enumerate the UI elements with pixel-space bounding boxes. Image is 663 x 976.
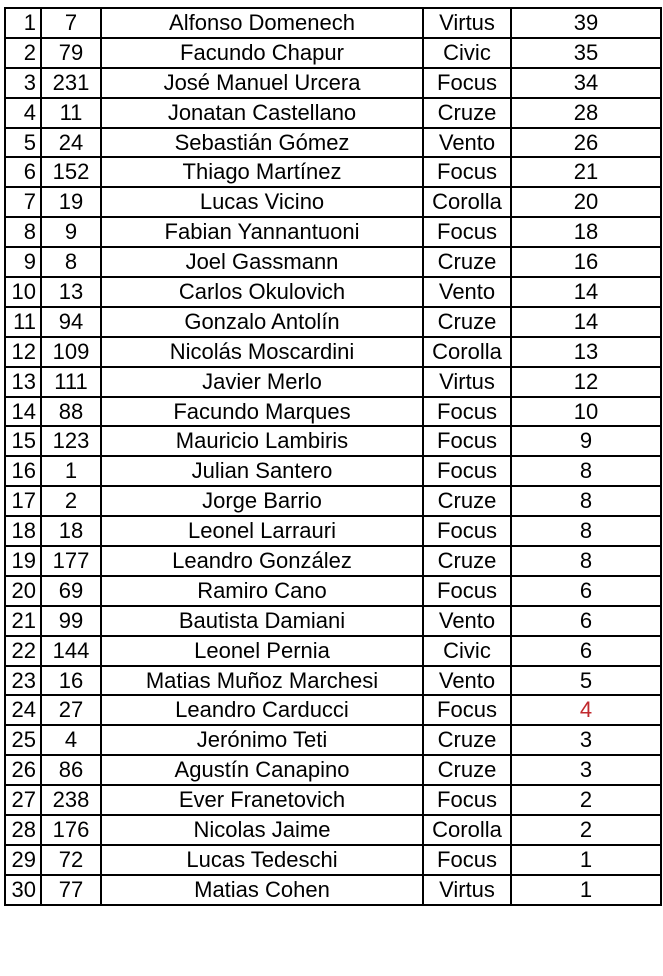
- driver-name-cell: Fabian Yannantuoni: [101, 217, 423, 247]
- points-cell: 12: [511, 367, 661, 397]
- points-cell: 10: [511, 397, 661, 427]
- points-cell: 8: [511, 486, 661, 516]
- table-row: [5, 456, 661, 486]
- points-cell: 20: [511, 187, 661, 217]
- table-row: [5, 8, 661, 38]
- position-cell: 8: [5, 217, 41, 247]
- driver-name-cell: Matias Cohen: [101, 875, 423, 905]
- position-cell: 16: [5, 456, 41, 486]
- car-model-cell: Cruze: [423, 755, 511, 785]
- position-cell: 9: [5, 247, 41, 277]
- car-model-cell: Focus: [423, 426, 511, 456]
- driver-name-cell: Bautista Damiani: [101, 606, 423, 636]
- car-model-cell: Cruze: [423, 307, 511, 337]
- car-number-cell: 1: [41, 456, 101, 486]
- points-cell: 3: [511, 725, 661, 755]
- car-model-cell: Cruze: [423, 247, 511, 277]
- table-row: [5, 217, 661, 247]
- table-row: [5, 725, 661, 755]
- position-cell: 23: [5, 666, 41, 696]
- points-cell: 35: [511, 38, 661, 68]
- car-model-cell: Focus: [423, 68, 511, 98]
- car-number-cell: 176: [41, 815, 101, 845]
- car-model-cell: Focus: [423, 695, 511, 725]
- car-number-cell: 24: [41, 128, 101, 158]
- position-cell: 14: [5, 397, 41, 427]
- car-number-cell: 69: [41, 576, 101, 606]
- points-cell: 6: [511, 636, 661, 666]
- points-cell: 18: [511, 217, 661, 247]
- driver-name-cell: Javier Merlo: [101, 367, 423, 397]
- table-row: [5, 68, 661, 98]
- driver-name-cell: Matias Muñoz Marchesi: [101, 666, 423, 696]
- car-model-cell: Vento: [423, 277, 511, 307]
- car-model-cell: Cruze: [423, 725, 511, 755]
- points-cell: 9: [511, 426, 661, 456]
- driver-name-cell: Jerónimo Teti: [101, 725, 423, 755]
- points-cell: 34: [511, 68, 661, 98]
- driver-name-cell: Joel Gassmann: [101, 247, 423, 277]
- car-model-cell: Virtus: [423, 367, 511, 397]
- points-cell: 2: [511, 785, 661, 815]
- car-number-cell: 88: [41, 397, 101, 427]
- car-number-cell: 9: [41, 217, 101, 247]
- position-cell: 1: [5, 8, 41, 38]
- position-cell: 17: [5, 486, 41, 516]
- car-number-cell: 19: [41, 187, 101, 217]
- table-row: [5, 666, 661, 696]
- car-model-cell: Focus: [423, 845, 511, 875]
- points-cell: 1: [511, 875, 661, 905]
- driver-name-cell: Lucas Vicino: [101, 187, 423, 217]
- car-number-cell: 79: [41, 38, 101, 68]
- position-cell: 4: [5, 98, 41, 128]
- table-row: [5, 128, 661, 158]
- car-number-cell: 18: [41, 516, 101, 546]
- position-cell: 19: [5, 546, 41, 576]
- table-row: [5, 247, 661, 277]
- position-cell: 27: [5, 785, 41, 815]
- position-cell: 28: [5, 815, 41, 845]
- car-model-cell: Corolla: [423, 815, 511, 845]
- position-cell: 26: [5, 755, 41, 785]
- driver-name-cell: Leandro González: [101, 546, 423, 576]
- points-cell: 14: [511, 307, 661, 337]
- driver-name-cell: Sebastián Gómez: [101, 128, 423, 158]
- car-number-cell: 86: [41, 755, 101, 785]
- car-model-cell: Vento: [423, 128, 511, 158]
- position-cell: 6: [5, 157, 41, 187]
- table-row: [5, 516, 661, 546]
- position-cell: 30: [5, 875, 41, 905]
- points-cell: 2: [511, 815, 661, 845]
- car-number-cell: 144: [41, 636, 101, 666]
- position-cell: 18: [5, 516, 41, 546]
- car-number-cell: 99: [41, 606, 101, 636]
- table-row: [5, 307, 661, 337]
- car-model-cell: Focus: [423, 217, 511, 247]
- car-number-cell: 11: [41, 98, 101, 128]
- position-cell: 21: [5, 606, 41, 636]
- car-model-cell: Corolla: [423, 337, 511, 367]
- car-model-cell: Focus: [423, 785, 511, 815]
- position-cell: 29: [5, 845, 41, 875]
- driver-name-cell: Nicolás Moscardini: [101, 337, 423, 367]
- table-row: [5, 486, 661, 516]
- table-row: [5, 337, 661, 367]
- car-model-cell: Focus: [423, 516, 511, 546]
- table-row: [5, 157, 661, 187]
- car-number-cell: 111: [41, 367, 101, 397]
- driver-name-cell: Julian Santero: [101, 456, 423, 486]
- car-number-cell: 77: [41, 875, 101, 905]
- driver-name-cell: Leonel Larrauri: [101, 516, 423, 546]
- position-cell: 22: [5, 636, 41, 666]
- car-model-cell: Focus: [423, 456, 511, 486]
- points-cell: 39: [511, 8, 661, 38]
- driver-name-cell: José Manuel Urcera: [101, 68, 423, 98]
- table-row: [5, 845, 661, 875]
- points-cell: 28: [511, 98, 661, 128]
- driver-name-cell: Ramiro Cano: [101, 576, 423, 606]
- table-row: [5, 546, 661, 576]
- table-row: [5, 277, 661, 307]
- points-cell: 8: [511, 546, 661, 576]
- car-number-cell: 7: [41, 8, 101, 38]
- car-model-cell: Vento: [423, 606, 511, 636]
- position-cell: 11: [5, 307, 41, 337]
- table-row: [5, 187, 661, 217]
- car-model-cell: Focus: [423, 576, 511, 606]
- points-cell: 13: [511, 337, 661, 367]
- position-cell: 12: [5, 337, 41, 367]
- position-cell: 7: [5, 187, 41, 217]
- car-number-cell: 4: [41, 725, 101, 755]
- car-number-cell: 94: [41, 307, 101, 337]
- driver-name-cell: Carlos Okulovich: [101, 277, 423, 307]
- car-model-cell: Focus: [423, 397, 511, 427]
- position-cell: 20: [5, 576, 41, 606]
- standings-table: [4, 7, 662, 906]
- points-cell: 26: [511, 128, 661, 158]
- car-number-cell: 72: [41, 845, 101, 875]
- driver-name-cell: Agustín Canapino: [101, 755, 423, 785]
- points-cell: 6: [511, 606, 661, 636]
- car-model-cell: Virtus: [423, 8, 511, 38]
- table-row: [5, 785, 661, 815]
- car-model-cell: Cruze: [423, 546, 511, 576]
- table-row: [5, 815, 661, 845]
- position-cell: 13: [5, 367, 41, 397]
- table-row: [5, 367, 661, 397]
- points-cell: 8: [511, 516, 661, 546]
- points-cell: 5: [511, 666, 661, 696]
- table-row: [5, 636, 661, 666]
- car-model-cell: Vento: [423, 666, 511, 696]
- table-row: [5, 606, 661, 636]
- position-cell: 5: [5, 128, 41, 158]
- car-model-cell: Cruze: [423, 98, 511, 128]
- points-cell: 4: [511, 695, 661, 725]
- car-number-cell: 231: [41, 68, 101, 98]
- points-cell: 14: [511, 277, 661, 307]
- driver-name-cell: Facundo Chapur: [101, 38, 423, 68]
- table-row: [5, 397, 661, 427]
- table-row: [5, 38, 661, 68]
- position-cell: 15: [5, 426, 41, 456]
- car-model-cell: Corolla: [423, 187, 511, 217]
- car-model-cell: Civic: [423, 636, 511, 666]
- car-number-cell: 177: [41, 546, 101, 576]
- points-cell: 6: [511, 576, 661, 606]
- car-number-cell: 2: [41, 486, 101, 516]
- car-model-cell: Focus: [423, 157, 511, 187]
- car-number-cell: 109: [41, 337, 101, 367]
- car-number-cell: 238: [41, 785, 101, 815]
- car-model-cell: Civic: [423, 38, 511, 68]
- table-row: [5, 695, 661, 725]
- position-cell: 24: [5, 695, 41, 725]
- car-model-cell: Virtus: [423, 875, 511, 905]
- driver-name-cell: Ever Franetovich: [101, 785, 423, 815]
- car-number-cell: 123: [41, 426, 101, 456]
- driver-name-cell: Nicolas Jaime: [101, 815, 423, 845]
- standings-body: [5, 8, 661, 905]
- table-row: [5, 875, 661, 905]
- driver-name-cell: Mauricio Lambiris: [101, 426, 423, 456]
- driver-name-cell: Jonatan Castellano: [101, 98, 423, 128]
- points-cell: 21: [511, 157, 661, 187]
- driver-name-cell: Alfonso Domenech: [101, 8, 423, 38]
- position-cell: 2: [5, 38, 41, 68]
- table-row: [5, 98, 661, 128]
- car-number-cell: 13: [41, 277, 101, 307]
- points-cell: 8: [511, 456, 661, 486]
- table-row: [5, 755, 661, 785]
- driver-name-cell: Jorge Barrio: [101, 486, 423, 516]
- position-cell: 3: [5, 68, 41, 98]
- driver-name-cell: Thiago Martínez: [101, 157, 423, 187]
- car-number-cell: 27: [41, 695, 101, 725]
- driver-name-cell: Leonel Pernia: [101, 636, 423, 666]
- position-cell: 10: [5, 277, 41, 307]
- car-model-cell: Cruze: [423, 486, 511, 516]
- driver-name-cell: Lucas Tedeschi: [101, 845, 423, 875]
- driver-name-cell: Gonzalo Antolín: [101, 307, 423, 337]
- points-cell: 16: [511, 247, 661, 277]
- car-number-cell: 16: [41, 666, 101, 696]
- driver-name-cell: Facundo Marques: [101, 397, 423, 427]
- car-number-cell: 8: [41, 247, 101, 277]
- points-cell: 1: [511, 845, 661, 875]
- table-row: [5, 426, 661, 456]
- driver-name-cell: Leandro Carducci: [101, 695, 423, 725]
- position-cell: 25: [5, 725, 41, 755]
- car-number-cell: 152: [41, 157, 101, 187]
- points-cell: 3: [511, 755, 661, 785]
- table-row: [5, 576, 661, 606]
